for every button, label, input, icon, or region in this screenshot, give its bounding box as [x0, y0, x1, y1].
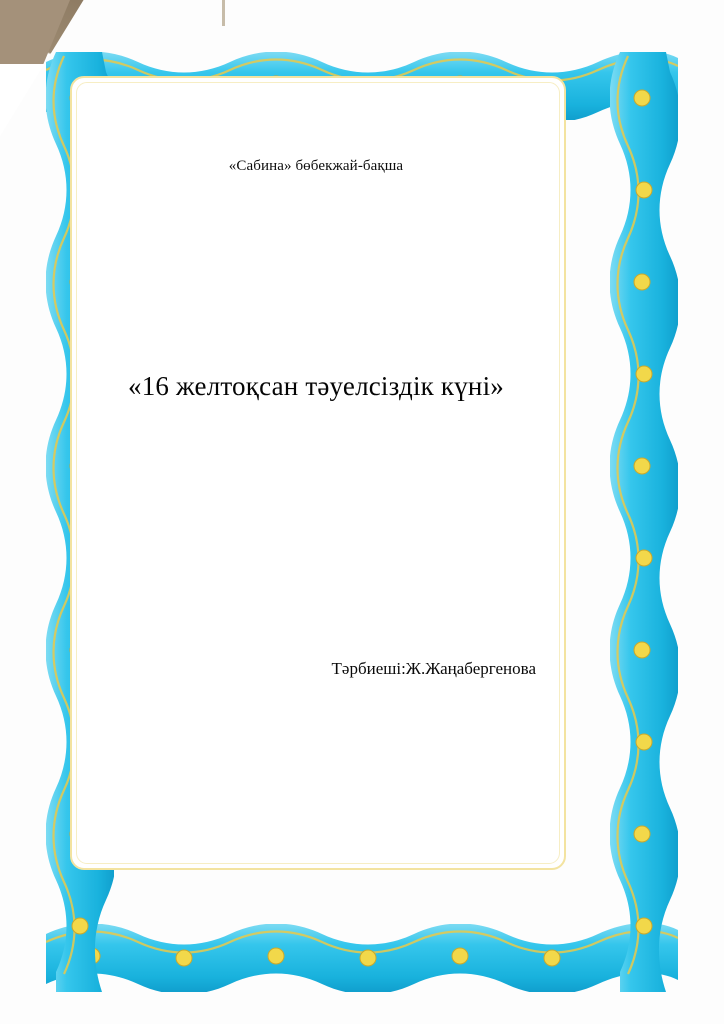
teacher-name: Тәрбиеші:Ж.Жаңабергенова — [331, 659, 536, 678]
scan-edge-tick — [222, 0, 225, 26]
document-text-area — [70, 76, 562, 866]
ribbon-border-bottom — [46, 924, 678, 992]
page-title: «16 желтоқсан тәуелсіздік күні» — [128, 371, 504, 401]
ribbon-border-right — [610, 52, 678, 992]
organization-name: «Сабина» бөбекжай-бақша — [228, 158, 404, 174]
